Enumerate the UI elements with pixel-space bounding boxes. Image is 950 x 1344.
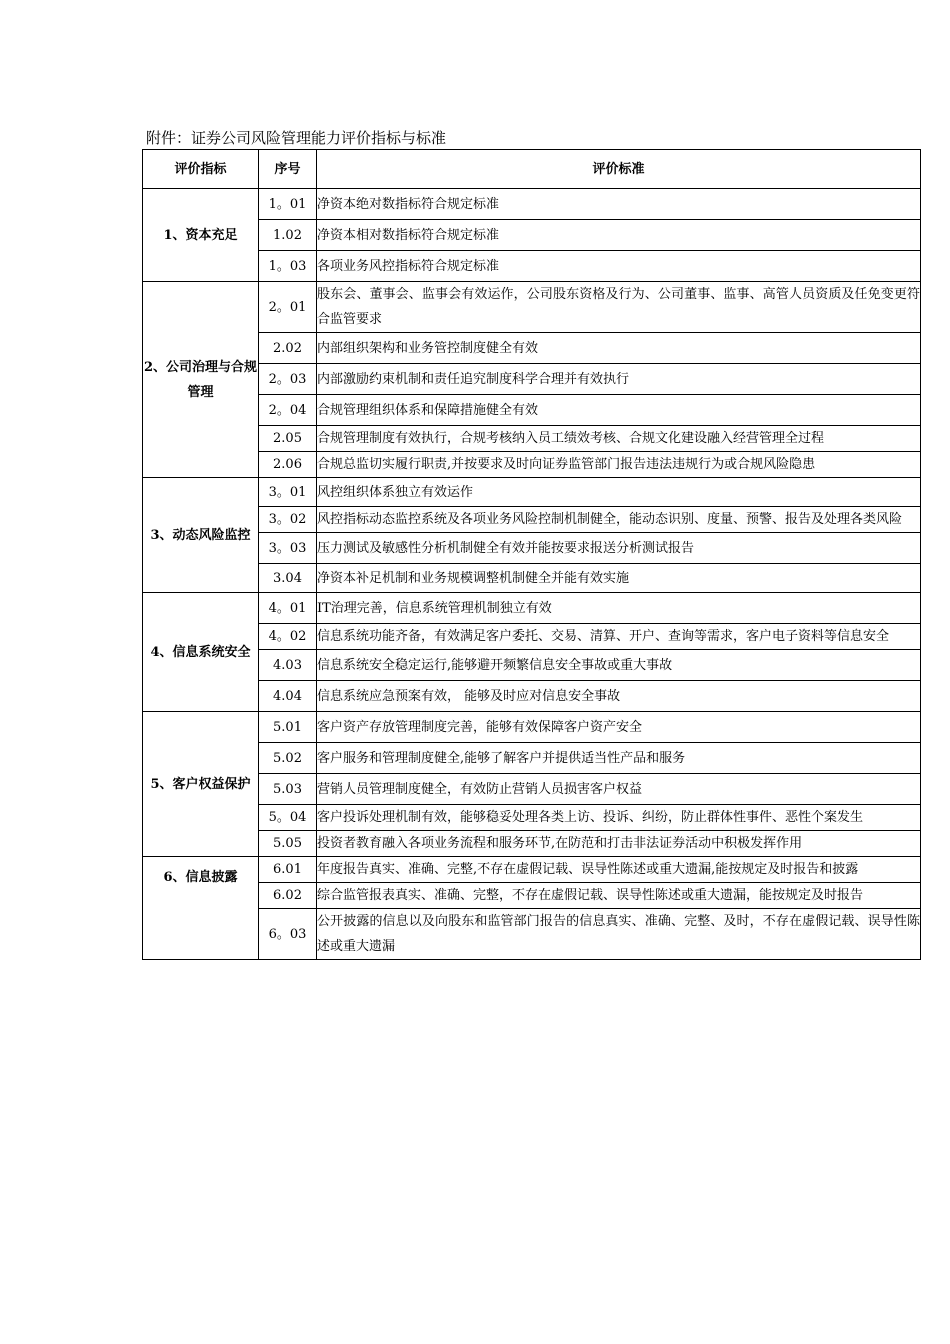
table-row [143, 624, 921, 650]
item-number: 1。01 [259, 189, 317, 220]
page-title: 附件：证券公司风险管理能力评价指标与标准 [146, 129, 447, 147]
item-standard: 营销人员管理制度健全，有效防止营销人员损害客户权益 [317, 774, 921, 805]
item-number: 1.02 [259, 220, 317, 251]
table-row [143, 650, 921, 681]
item-number: 5.02 [259, 743, 317, 774]
item-number: 5。04 [259, 805, 317, 831]
item-standard: 合规管理制度有效执行，合规考核纳入员工绩效考核、合规文化建设融入经营管理全过程 [317, 426, 921, 452]
item-number: 5.01 [259, 712, 317, 743]
table-row [143, 883, 921, 909]
item-number: 5.03 [259, 774, 317, 805]
table-row [143, 681, 921, 712]
item-standard: 各项业务风控指标符合规定标准 [317, 251, 921, 282]
table-row [143, 395, 921, 426]
item-number: 2.02 [259, 333, 317, 364]
item-standard: IT治理完善，信息系统管理机制独立有效 [317, 593, 921, 624]
item-number: 2。03 [259, 364, 317, 395]
item-number: 6.02 [259, 883, 317, 909]
item-standard: 信息系统安全稳定运行,能够避开频繁信息安全事故或重大事故 [317, 650, 921, 681]
table-header-row [143, 150, 921, 189]
item-number: 2.05 [259, 426, 317, 452]
item-standard: 信息系统功能齐备，有效满足客户委托、交易、清算、开户、查询等需求，客户电子资料等信息安全 [317, 624, 921, 650]
item-number: 6.01 [259, 857, 317, 883]
item-number: 3。03 [259, 533, 317, 564]
category-capital-adequacy: 1、资本充足 [143, 189, 259, 282]
item-number: 5.05 [259, 831, 317, 857]
header-number: 序号 [259, 150, 317, 189]
item-standard: 客户资产存放管理制度完善，能够有效保障客户资产安全 [317, 712, 921, 743]
table-row [143, 364, 921, 395]
table-row [143, 282, 921, 333]
item-standard: 合规管理组织体系和保障措施健全有效 [317, 395, 921, 426]
item-standard: 净资本补足机制和业务规模调整机制健全并能有效实施 [317, 564, 921, 593]
item-number: 4.04 [259, 681, 317, 712]
item-standard: 合规总监切实履行职责,并按要求及时向证券监管部门报告违法违规行为或合规风险隐患 [317, 452, 921, 478]
item-standard: 风控指标动态监控系统及各项业务风险控制机制健全，能动态识别、度量、预警、报告及处理各类风险 [317, 507, 921, 533]
table-row [143, 857, 921, 883]
item-standard: 净资本绝对数指标符合规定标准 [317, 189, 921, 220]
table-row [143, 478, 921, 507]
table-row [143, 220, 921, 251]
table-row [143, 743, 921, 774]
item-standard: 投资者教育融入各项业务流程和服务环节,在防范和打击非法证券活动中积极发挥作用 [317, 831, 921, 857]
table-row [143, 251, 921, 282]
table-row [143, 593, 921, 624]
table-row [143, 564, 921, 593]
item-number: 4。02 [259, 624, 317, 650]
item-number: 3。02 [259, 507, 317, 533]
category-governance-compliance: 2、公司治理与合规管理 [143, 282, 259, 478]
table-row [143, 333, 921, 364]
item-number: 2。01 [259, 282, 317, 333]
table-row [143, 533, 921, 564]
table-row [143, 805, 921, 831]
item-standard: 净资本相对数指标符合规定标准 [317, 220, 921, 251]
item-standard: 综合监管报表真实、准确、完整，不存在虚假记载、误导性陈述或重大遗漏，能按规定及时报告 [317, 883, 921, 909]
item-standard: 风控组织体系独立有效运作 [317, 478, 921, 507]
item-number: 1。03 [259, 251, 317, 282]
header-standard: 评价标准 [317, 150, 921, 189]
category-customer-rights-protection: 5、客户权益保护 [143, 712, 259, 857]
item-standard: 年度报告真实、准确、完整,不存在虚假记载、误导性陈述或重大遗漏,能按规定及时报告和披露 [317, 857, 921, 883]
item-standard: 股东会、董事会、监事会有效运作，公司股东资格及行为、公司董事、监事、高管人员资质及任免变更符合监管要求 [317, 282, 921, 333]
header-indicator: 评价指标 [143, 150, 259, 189]
item-number: 3.04 [259, 564, 317, 593]
item-number: 6。03 [259, 909, 317, 960]
table-row [143, 774, 921, 805]
category-information-disclosure: 6、信息披露 [143, 857, 259, 960]
table-row [143, 426, 921, 452]
table-row [143, 452, 921, 478]
item-standard: 内部组织架构和业务管控制度健全有效 [317, 333, 921, 364]
item-standard: 信息系统应急预案有效， 能够及时应对信息安全事故 [317, 681, 921, 712]
item-number: 4。01 [259, 593, 317, 624]
item-standard: 内部激励约束机制和责任追究制度科学合理并有效执行 [317, 364, 921, 395]
item-standard: 压力测试及敏感性分析机制健全有效并能按要求报送分析测试报告 [317, 533, 921, 564]
table-row [143, 507, 921, 533]
table-row [143, 189, 921, 220]
table-row [143, 712, 921, 743]
table-row [143, 909, 921, 960]
category-information-system-security: 4、信息系统安全 [143, 593, 259, 712]
item-number: 2.06 [259, 452, 317, 478]
item-number: 4.03 [259, 650, 317, 681]
category-dynamic-risk-monitoring: 3、动态风险监控 [143, 478, 259, 593]
item-standard: 客户投诉处理机制有效，能够稳妥处理各类上访、投诉、纠纷，防止群体性事件、恶性个案发生 [317, 805, 921, 831]
item-number: 2。04 [259, 395, 317, 426]
evaluation-table [142, 149, 921, 960]
item-standard: 客户服务和管理制度健全,能够了解客户并提供适当性产品和服务 [317, 743, 921, 774]
table-row [143, 831, 921, 857]
item-standard: 公开披露的信息以及向股东和监管部门报告的信息真实、准确、完整、及时，不存在虚假记载、误导性陈述或重大遗漏 [317, 909, 921, 960]
item-number: 3。01 [259, 478, 317, 507]
